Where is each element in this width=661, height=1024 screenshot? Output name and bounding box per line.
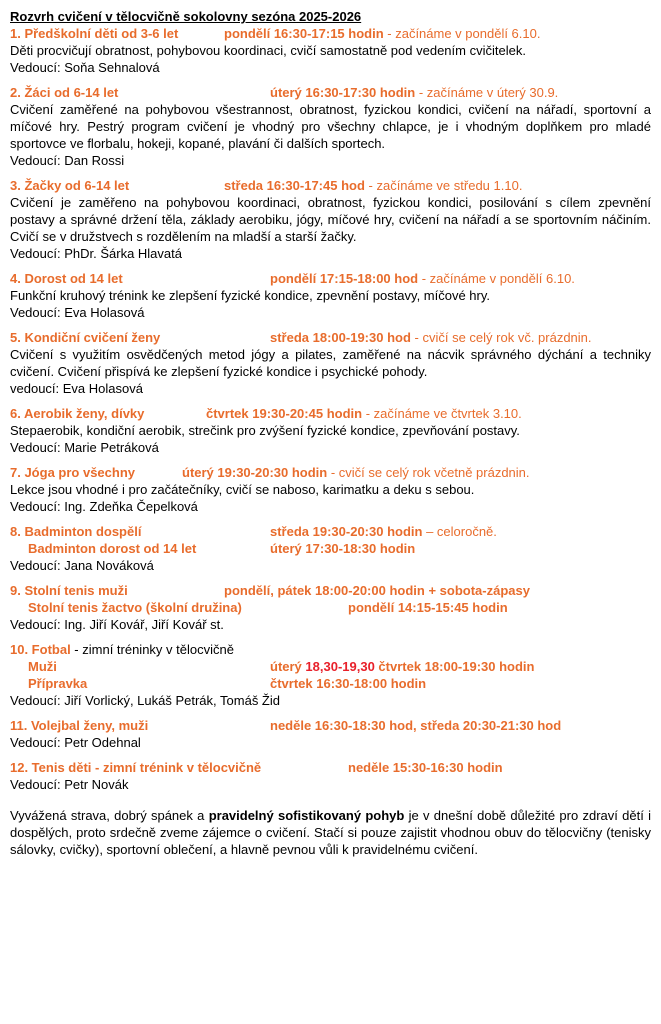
section-description: Stepaerobik, kondiční aerobik, strečink pro zvýšení fyzické kondice, zpevňování postavy.	[10, 423, 520, 438]
section-note: - začínáme ve středu 1.10.	[364, 178, 523, 193]
section-leader: Vedoucí: Ing. Zdeňka Čepelková	[10, 499, 198, 514]
section-note: - začínáme v pondělí 6.10.	[383, 26, 541, 41]
section-time: čtvrtek 19:30-20:45 hodin	[206, 406, 363, 421]
section-heading: 7. Jóga pro všechny	[10, 465, 135, 480]
section-time: středa 16:30-17:45 hod	[224, 178, 365, 193]
section-leader: vedoucí: Eva Holasová	[10, 381, 143, 396]
section-time: neděle 15:30-16:30 hodin	[348, 760, 503, 775]
section-time: středa 19:30-20:30 hodin	[270, 524, 423, 539]
section-time: úterý 16:30-17:30 hodin	[270, 85, 416, 100]
section-time: úterý 19:30-20:30 hodin	[182, 465, 328, 480]
section-leader: Vedoucí: PhDr. Šárka Hlavatá	[10, 246, 182, 261]
section-note: - cvičí se celý rok vč. prázdnin.	[410, 330, 592, 345]
footer-bold: pravidelný sofistikovaný pohyb	[208, 808, 405, 823]
section-6	[10, 405, 651, 456]
section-leader: Vedoucí: Petr Novák	[10, 777, 129, 792]
section-note: – celoročně.	[422, 524, 497, 539]
section-heading: 12. Tenis děti - zimní trénink v tělocvičně	[10, 760, 262, 775]
section-heading: 10. Fotbal	[10, 642, 71, 657]
row-label-men: Muži	[28, 659, 57, 674]
section-description: Cvičení je zaměřeno na pohybovou koordinaci, obratnost, fyzickou kondici, posilování s cílem zpevnění postavy a správné držení těla, základy aerobiku, jógy, míčové hry, cvičení na nářadí a se sportovním náčiním. Cvičí se v družstvech s rozdělením na mladší a starší žačky.	[10, 195, 651, 244]
section-note: - cvičí se celý rok včetně prázdnin.	[327, 465, 530, 480]
row-time-men-rest: čtvrtek 18:00-19:30 hodin	[374, 659, 535, 674]
section-12	[10, 759, 651, 793]
section-5	[10, 329, 651, 397]
section-time: neděle 16:30-18:30 hod, středa 20:30-21:30 hod	[270, 718, 562, 733]
section-leader: Vedoucí: Jiří Vorlický, Lukáš Petrák, Tomáš Žid	[10, 693, 280, 708]
section-leader: Vedoucí: Ing. Jiří Kovář, Jiří Kovář st.	[10, 617, 224, 632]
section-heading: 1. Předškolní děti od 3-6 let	[10, 26, 179, 41]
section-leader: Vedoucí: Dan Rossi	[10, 153, 125, 168]
section-subtime: pondělí 14:15-15:45 hodin	[348, 600, 508, 615]
section-leader: Vedoucí: Eva Holasová	[10, 305, 145, 320]
section-subtime: úterý 17:30-18:30 hodin	[270, 541, 416, 556]
section-heading: 3. Žačky od 6-14 let	[10, 178, 130, 193]
section-heading: 2. Žáci od 6-14 let	[10, 85, 119, 100]
section-leader: Vedoucí: Jana Nováková	[10, 558, 154, 573]
row-day-men: úterý	[270, 659, 306, 674]
section-description: Cvičení s využitím osvědčených metod jógy a pilates, zaměřené na nácvik správného dýchání a techniky cvičení. Cvičení přispívá ke zlepšení fyzické kondice i psychické pohody.	[10, 347, 651, 379]
section-leader: Vedoucí: Marie Petráková	[10, 440, 159, 455]
row-time-men-highlight: 18,30-19,30	[305, 659, 375, 674]
section-11	[10, 717, 651, 751]
section-description: Děti procvičují obratnost, pohybovou koordinaci, cvičí samostatně pod vedením cvičitelek.	[10, 43, 526, 58]
section-time: pondělí 17:15-18:00 hod	[270, 271, 419, 286]
footer-paragraph	[10, 807, 651, 858]
section-subheading: Stolní tenis žactvo (školní družina)	[28, 600, 242, 615]
section-heading: 8. Badminton dospělí	[10, 524, 142, 539]
section-note: - začínáme v úterý 30.9.	[415, 85, 559, 100]
section-subheading: Badminton dorost od 14 let	[28, 541, 197, 556]
section-description: Lekce jsou vhodné i pro začátečníky, cvičí se naboso, karimatku a deku s sebou.	[10, 482, 475, 497]
section-9	[10, 582, 651, 633]
section-leader: Vedoucí: Petr Odehnal	[10, 735, 141, 750]
section-heading: 4. Dorost od 14 let	[10, 271, 123, 286]
section-3	[10, 177, 651, 262]
footer-text-1: Vyvážená strava, dobrý spánek a	[10, 808, 209, 823]
section-heading: 11. Volejbal ženy, muži	[10, 718, 149, 733]
section-4	[10, 270, 651, 321]
section-leader: Vedoucí: Soňa Sehnalová	[10, 60, 160, 75]
document-title: Rozvrh cvičení v tělocvičně sokolovny sezóna 2025-2026	[10, 9, 362, 24]
section-8	[10, 523, 651, 574]
section-7	[10, 464, 651, 515]
row-time-prep: čtvrtek 16:30-18:00 hodin	[270, 676, 427, 691]
section-heading-suffix: - zimní tréninky v tělocvičně	[70, 642, 234, 657]
section-time: pondělí 16:30-17:15 hodin	[224, 26, 384, 41]
section-note: - začínáme v pondělí 6.10.	[418, 271, 575, 286]
section-heading: 9. Stolní tenis muži	[10, 583, 128, 598]
section-time: středa 18:00-19:30 hod	[270, 330, 411, 345]
section-heading: 6. Aerobik ženy, dívky	[10, 406, 145, 421]
footer-text-2: je v dnešní době důležité pro zdraví dětí i dospělých, proto srdečně zveme zájemce o cvičení. Stačí si pouze zajistit vhodnou obuv do tělocvičny (tenisky sálovky, cvičky), sportovní oblečení, a hlavně pevnou vůli k pravidelnému cvičení.	[10, 808, 651, 857]
section-description: Cvičení zaměřené na pohybovou všestrannost, obratnost, fyzickou kondici, cvičení na nářadí, sportovní a míčové hry. Pestrý program cvičení je vhodný pro všechny chlapce, je i vhodným doplňkem pro mladé sportovce ve florbalu, hokeji, kopané, plavání či dalších sportech.	[10, 102, 651, 151]
section-heading: 5. Kondiční cvičení ženy	[10, 330, 161, 345]
section-note: - začínáme ve čtvrtek 3.10.	[362, 406, 522, 421]
section-description: Funkční kruhový trénink ke zlepšení fyzické kondice, zpevnění postavy, míčové hry.	[10, 288, 491, 303]
section-1	[10, 25, 651, 76]
section-10	[10, 641, 651, 709]
row-label-prep: Přípravka	[28, 676, 88, 691]
section-2	[10, 84, 651, 169]
section-time: pondělí, pátek 18:00-20:00 hodin + sobota-zápasy	[224, 583, 530, 598]
